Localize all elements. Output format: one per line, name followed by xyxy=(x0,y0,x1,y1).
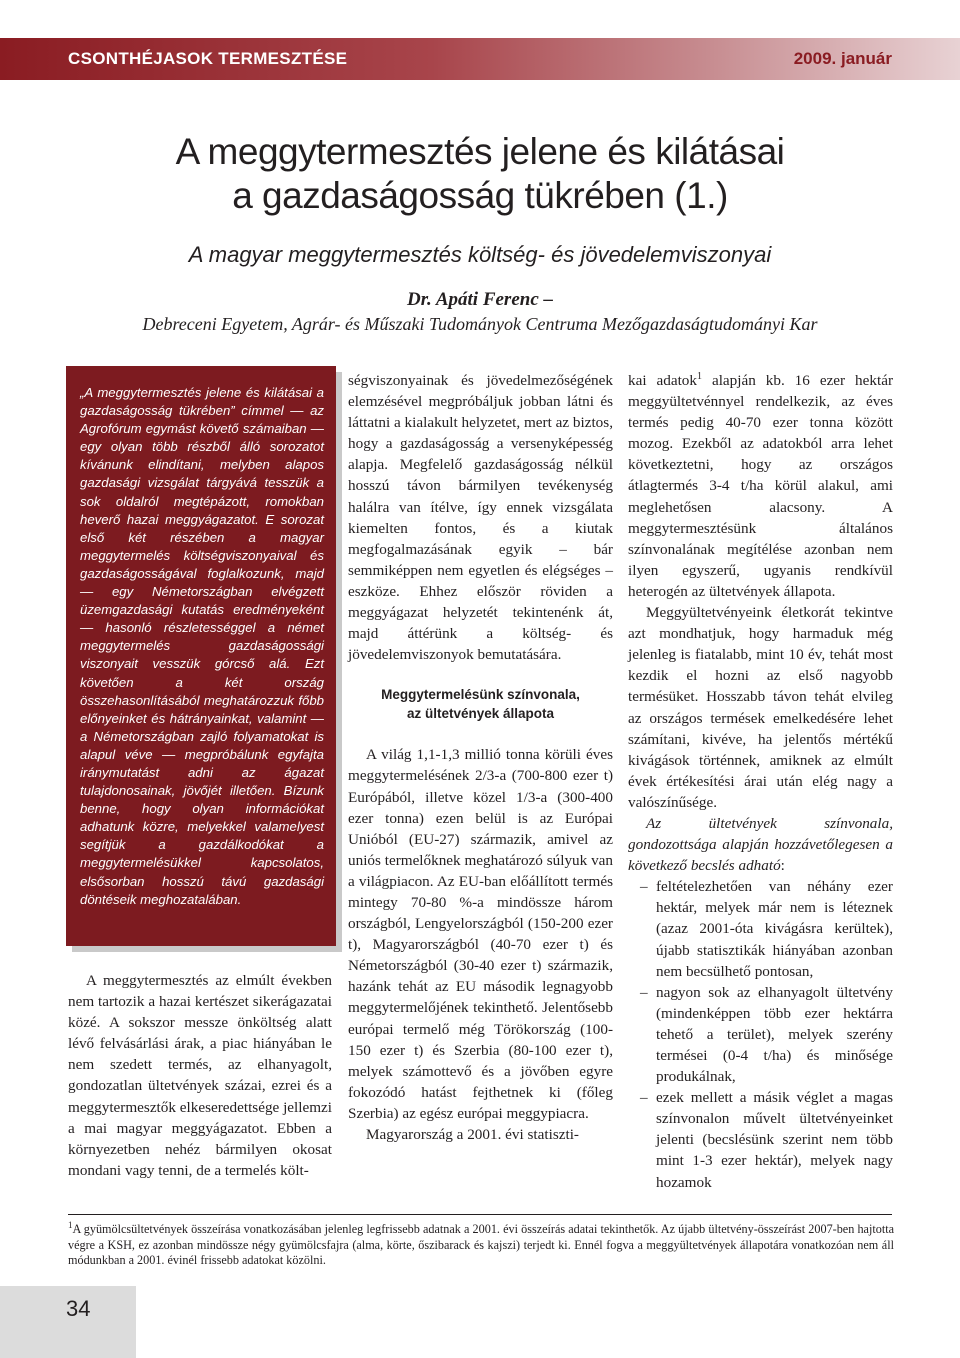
footnote-text: A gyümölcsültetvények összeírása vonatkozásában jelenleg legfrissebb adatnak a 2001. évi összeírás adatai tekinthetők. Az újabb ültetvény-összeírást 2007-ben hajtotta végre a KSH, ez azonban mindössze négy gyümölcsfajra (alma, körte, őszibarack és kajszi) terjedt ki. Ennél fogva a meggyültetvények állapotára vonatkozóan nem áll módunkban a 2001. évinél frissebb adatokat közölni. xyxy=(68,1222,894,1268)
body-paragraph: A világ 1,1-1,3 millió tonna körüli éves meggytermelésének 2/3-a (700-800 ezer t) Európából, illetve közel 1/3-a (300-400 ezer tonna) ezen belül is az Európai Unióból (EU-27) származik, amivel az uniós termelőknek meghatározó súlyuk van a világpiacon. Az EU-ban előállított termés mintegy 70-80 %-a mindössze három országból, Lengyelországból (150-200 ezer t), Magyarországból (40-70 ezer t) és Németországból (30-40 ezer t) származik, hazánk tehát az EU második legnagyobb meggytermelőjének tekinthető. Jelentősebb európai termelő még Törökország (100-150 ezer t) és Szerbia (80-100 ezer t), melyek számottevő és a jövőben egyre fokozódó hatást fejthetnek ki (főleg Szerbia) az egész európai meggypiacra. xyxy=(348,746,613,1122)
body-column-1 xyxy=(68,970,332,1181)
italic-lead-text: Az ültetvények színvonala, gondozottsága alapján hozzávetőlegesen a következő becslés adható xyxy=(628,814,893,875)
list-item: – feltételezhetően van néhány ezer hektár, melyek már nem is léteznek (azaz 2001-óta kivágásra kerültek), újabb statisztikák hiányában azonban nem becsülhető pontosan, xyxy=(656,876,893,981)
body-paragraph: ségviszonyainak és jövedelmezőségének elemzésével megpróbáljuk jobban látni és láttatni a kialakult helyzetet, mert az biztos, hogy a gazdaságosság a versenyképesség alapja. Megfelelő gazdaságosság nélkül hosszú távon bármilyen tevékenység halálra van ítélve, így ennek vizsgálata kiemelten fontos, és a kiutak megfogalmazásának egyik – bár semmiképpen nem egyetlen és elégséges – eszköze. Ehhez először röviden a meggyágazat helyzetét tekintenénk át, majd áttérünk a költség- és jövedelemviszonyok bemutatására. xyxy=(348,372,613,664)
footnote-marker: 1 xyxy=(68,1220,73,1230)
section-heading-line1: Meggytermelésünk színvonala, xyxy=(381,687,580,703)
header-date: 2009. január xyxy=(793,49,892,68)
list-item: – nagyon sok az elhanyagolt ültetvény (mindenképpen több ezer hektárra tehető a terület), melyek szerény termései (0-4 t/ha) és minősége produkálnak, xyxy=(656,982,893,1087)
abstract-box xyxy=(66,366,336,946)
body-paragraph: Magyarország a 2001. évi statiszti- xyxy=(366,1126,579,1143)
article-author: Dr. Apáti Ferenc – xyxy=(406,289,554,310)
article-subtitle: A magyar meggytermesztés költség- és jövedelemviszonyai xyxy=(188,242,772,267)
body-paragraph: A meggytermesztés az elmúlt években nem tartozik a hazai kertészet sikerágazatai közé. A sokszor messze önköltség alatt lévő felvásárlási árak, a piac hiányában le nem szedett termés, az elhanyagolt, gondozatlan ültetvények százai, ezrei és a meggytermesztők elkeseredettsége jellemzi a mai magyar meggyágazatot. Ebben a környezetben nehéz bármilyen okosat mondani vagy tenni, de a termelés költ- xyxy=(68,972,332,1179)
article-title-line1: A meggytermesztés jelene és kilátásai xyxy=(175,131,785,172)
body-text: : xyxy=(780,857,785,875)
footnote xyxy=(68,1218,894,1269)
list-item: – ezek mellett a másik véglet a magas színvonalon művelt ültetvényeinket jelenti (becslésünk szerint nem több mint 1-3 ezer hektár), melyek nagy hozamok xyxy=(656,1087,893,1192)
body-paragraph xyxy=(628,370,893,602)
body-text: alapján kb. 16 ezer hektár meggyültetvénnyel rendelkezik, az éves termés pedig 40-70 ezer tonna között mozog. Ezekből az adatokból arra lehet következtetni, hogy az országos átlagtermés 3-4 t/ha körül alakul, ami meglehetősen alacsony. A meggytermesztésünk általános színvonalának megítélése azonban nem ilyen egyszerű, ugyanis rendkívül heterogén az ültetvények állapota. xyxy=(628,372,894,600)
article-title-line2: a gazdaságosság tükrében (1.) xyxy=(232,175,728,216)
footnote-reference: 1 xyxy=(697,370,702,382)
footnote-divider xyxy=(68,1214,892,1215)
section-heading-line2: az ültetvények állapota xyxy=(406,706,555,722)
header-section-title: CSONTHÉJASOK TERMESZTÉSE xyxy=(68,49,348,68)
body-paragraph xyxy=(628,813,893,876)
abstract-text: „A meggytermesztés jelene és kilátásai a gazdaságosság tükrében” címmel — az Agrofórum egymást követő számaiban — egy olyan több részből álló sorozatot kívánunk elindítani, melyben alapos gazdasági vizsgálat tárgyává tesszük a sok oldalról megtépázott, romokban heverő hazai meggyágazatot. E sorozat első két részében a magyar meggytermelés költségviszonyaival és gazdaságosságával foglalkozunk, majd — egy Németországban elvégzett üzemgazdasági kutatás eredményeként — hasonló részletességgel a német meggytermelés gazdaságossági viszonyait vesszük górcső alá. Ezt követően a két ország összehasonlításából meghatározzuk főbb előnyeinket és hátrányainkat, valamint — a Németországban zajló folyamatokat is alapul véve — megpróbálunk egyfajta iránymutatást adni az ágazat tulajdonosainak, jövőjét illetően. Bízunk benne, hogy olyan információkat adhatunk közre, melyekkel valamelyest segítjük a gazdálkodókat a meggytermelésükkel kapcsolatos, elsősorban hosszú távú gazdasági döntéseik meghozatalában. xyxy=(80,385,324,907)
body-paragraph: Meggyültetvényeink életkorát tekintve azt mondhatjuk, hogy harmaduk még jelenleg is fiatalabb, mint 10 év, tehát most kezdik el hozni az első nagyobb termésüket. Hosszabb távon tehát elvileg az országos termések emelkedésére lehet számítani, kivéve, ha jelentős mértékű kivágások történnek, amiknek az elmúlt évek értékesítési árai után elég nagy a valószínűsége. xyxy=(628,604,893,811)
dash-list xyxy=(628,876,893,1192)
page-number: 34 xyxy=(66,1296,91,1321)
body-column-3 xyxy=(628,370,893,1193)
article-title xyxy=(0,130,960,218)
body-column-2 xyxy=(348,370,613,1145)
body-text: kai adatok xyxy=(628,372,697,389)
author-affiliation: Debreceni Egyetem, Agrár- és Műszaki Tudományok Centruma Mezőgazdaságtudományi Kar xyxy=(142,314,818,334)
section-heading xyxy=(348,685,613,723)
